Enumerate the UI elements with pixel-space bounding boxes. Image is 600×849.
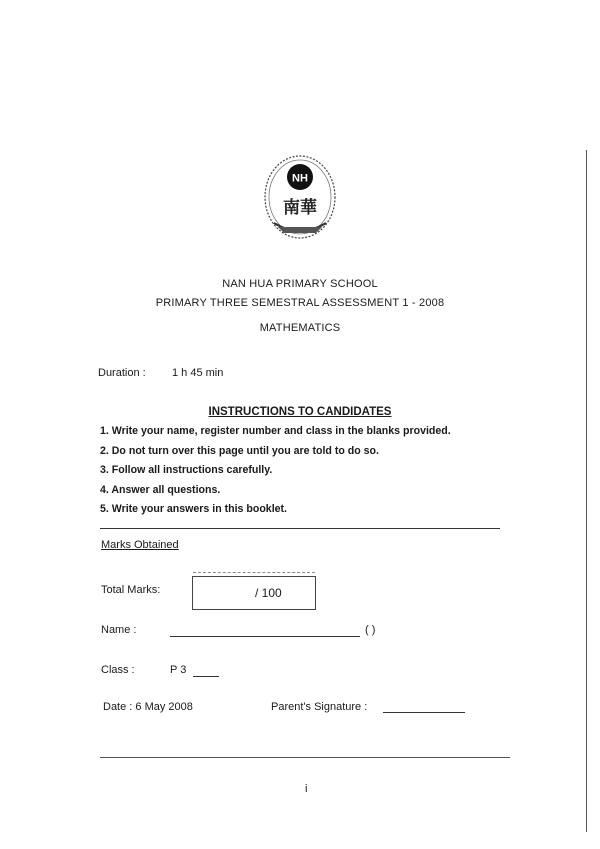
duration-label: Duration : — [98, 367, 146, 379]
instruction-item: 3. Follow all instructions carefully. — [100, 464, 273, 476]
school-name: NAN HUA PRIMARY SCHOOL — [222, 278, 378, 290]
instruction-item: 2. Do not turn over this page until you are told to do so. — [100, 444, 379, 457]
logo-initials: NH — [292, 172, 308, 185]
signature-field[interactable] — [383, 712, 465, 713]
class-label: Class : — [101, 664, 135, 676]
class-prefix: P 3 — [170, 664, 187, 676]
signature-label: Parent's Signature : — [271, 701, 368, 713]
total-marks-label: Total Marks: — [101, 584, 161, 596]
duration-value: 1 h 45 min — [172, 367, 224, 379]
section-divider — [100, 528, 500, 529]
page-number: i — [305, 783, 308, 795]
bottom-divider — [100, 757, 510, 758]
name-label: Name : — [101, 624, 137, 636]
instruction-item: 4. Answer all questions. — [100, 483, 221, 496]
instructions-title: INSTRUCTIONS TO CANDIDATES — [208, 406, 392, 418]
register-number-field[interactable]: ( ) — [365, 624, 376, 636]
subject-title: MATHEMATICS — [259, 322, 341, 334]
name-field[interactable] — [170, 636, 360, 637]
total-marks-value: / 100 — [255, 586, 282, 600]
date-label: Date : 6 May 2008 — [103, 701, 193, 713]
instruction-item: 1. Write your name, register number and class in the blanks provided. — [100, 425, 451, 437]
instruction-item: 5. Write your answers in this booklet. — [100, 503, 288, 515]
school-crest-icon — [262, 153, 338, 241]
marks-heading: Marks Obtained — [101, 539, 179, 551]
box-scan-line — [193, 572, 315, 573]
logo-chinese: 南華 — [283, 198, 317, 218]
assessment-title: PRIMARY THREE SEMESTRAL ASSESSMENT 1 - 2008 — [155, 297, 445, 309]
scan-edge-line — [586, 150, 587, 832]
instructions-list — [100, 425, 520, 523]
class-field[interactable] — [193, 676, 219, 677]
total-marks-box — [192, 576, 316, 610]
